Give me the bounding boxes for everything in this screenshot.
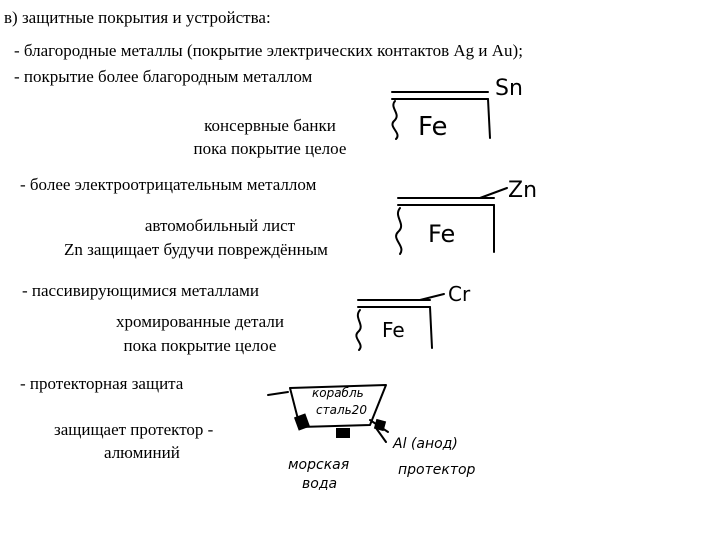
label-anode: Al (анод) [393,436,458,452]
example-cans-line2: пока покрытие целое [193,139,347,158]
label-sn: Sn [495,76,523,101]
label-fe-1: Fe [418,112,448,142]
item-protector-protection: - протекторная защита [20,374,184,393]
label-fe-3: Fe [382,318,405,342]
item-passivating-metals: - пассивирующимися металлами [22,281,260,300]
label-fe-2: Fe [428,220,456,248]
label-water: вода [302,476,338,492]
example-auto-line1: автомобильный лист [144,216,296,235]
example-protector-line1: защищает протектор - [54,420,214,439]
label-cr: Cr [448,282,471,306]
protector-block-middle [336,428,350,438]
example-auto-line2: Zn защищает будучи повреждённым [64,240,328,259]
label-zn: Zn [508,178,538,203]
label-ship: корабль [312,386,364,400]
example-chrome-line2: пока покрытие целое [123,336,277,355]
label-sea: морская [288,457,350,473]
example-cans-line1: консервные банки [204,116,336,135]
item-electronegative-coating: - более электроотрицательным металлом [20,175,317,194]
example-chrome-line1: хромированные детали [116,312,284,331]
item-noble-metals: - благородные металлы (покрытие электрических контактов Ag и Au); [14,41,523,60]
label-protector: протектор [398,462,476,478]
label-steel: сталь20 [316,403,367,417]
item-more-noble-coating: - покрытие более благородным металлом [14,67,313,86]
heading: в) защитные покрытия и устройства: [4,8,271,27]
example-protector-line2: алюминий [104,443,180,462]
